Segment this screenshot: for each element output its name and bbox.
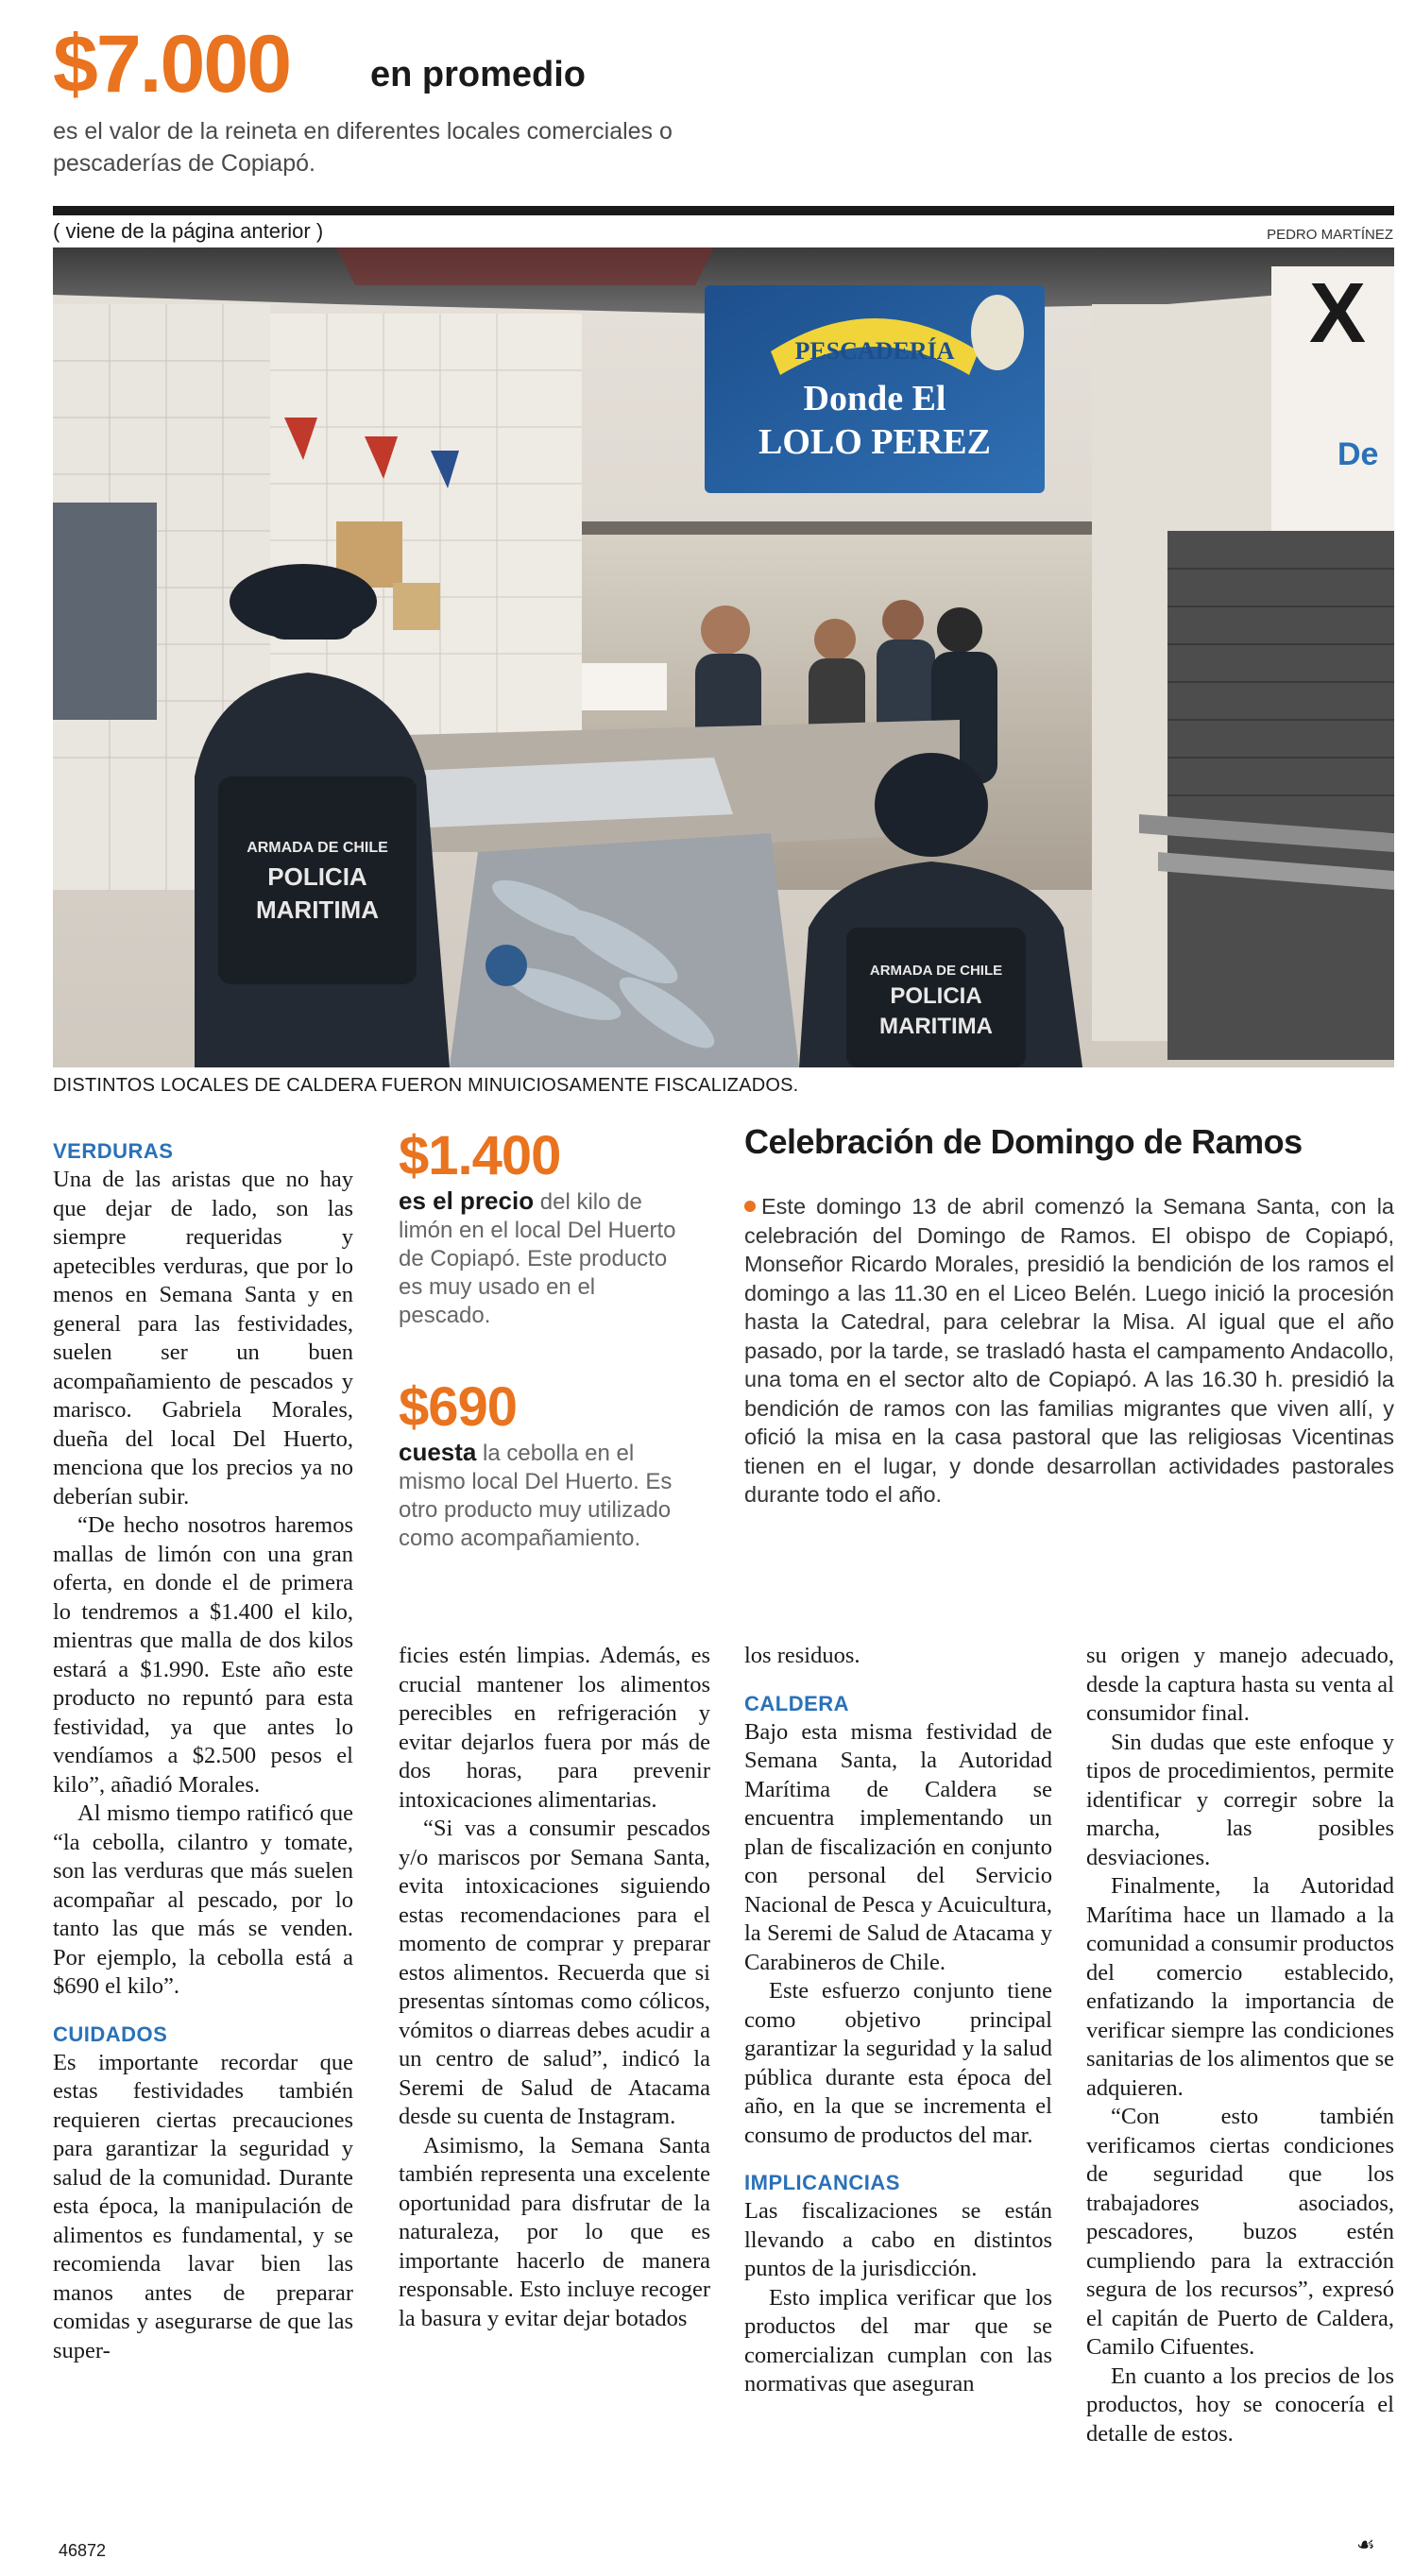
sign-line1: PESCADERÍA bbox=[794, 337, 955, 365]
sign-line2: Donde El bbox=[803, 379, 946, 418]
paragraph: Las fiscalizaciones se están llevando a cabo en distintos puntos de la jurisdicción. bbox=[744, 2198, 1052, 2281]
paragraph: Bajo esta misma festividad de Semana Santa, la Autoridad Marítima de Caldera se encuentra implementando un plan de fiscalización en conjunto con personal del Servicio Nacional de Pesca y Acuicultura, la Seremi de Salud de Atacama y Carabineros de Chile. bbox=[744, 1718, 1052, 1975]
paragraph: Al mismo tiempo ratificó que “la cebolla, cilantro y tomate, son las verduras que más suelen acompañar al pescado, por lo tanto las que más se venden. Por ejemplo, la cebolla está a $690 el kilo”. bbox=[53, 1800, 353, 1999]
news-photo bbox=[53, 247, 1394, 1067]
price-lead: cuesta bbox=[399, 1438, 477, 1466]
paragraph: Asimismo, la Semana Santa también representa una excelente oportunidad para disfrutar de la naturaleza, por lo que es importante hacerlo de manera responsable. Esto incluye recoger la basura y evitar dejar botados bbox=[399, 2132, 710, 2331]
section-cuidados: CUIDADOS bbox=[53, 2022, 168, 2046]
paragraph: Finalmente, la Autoridad Marítima hace un llamado a la comunidad a consumir productos del comercio establecido, enfatizando la importancia de verificar siempre las condiciones sanitarias de los alimentos que se adquieren. bbox=[1086, 1873, 1394, 2101]
wall-sign: De bbox=[1337, 436, 1379, 472]
column-4 bbox=[1086, 1642, 1394, 2448]
sidebar-title: Celebración de Domingo de Ramos bbox=[744, 1122, 1303, 1161]
price-desc: la cebolla en el mismo local Del Huerto. Es otro producto muy utilizado como acompañamiento. bbox=[399, 1441, 673, 1551]
column-1 bbox=[53, 1134, 353, 2365]
paragraph: “De hecho nosotros haremos mallas de limón con una gran oferta, en donde el de primera lo tendremos a $1.400 el kilo, mientras que malla de dos kilos estará a $1.990. Este año este producto no repuntó para esta festividad, ya que antes lo vendíamos a $2.500 pesos el kilo”, añadió Morales. bbox=[53, 1512, 353, 1798]
section-caldera: CALDERA bbox=[744, 1691, 850, 1715]
paragraph: “Con esto también verificamos ciertas condiciones de seguridad que los trabajadores asociados, pescadores, buzos estén cumpliendo para la extracción segura de los recursos”, expresó el capitán de Puerto de Caldera, Camilo Cifuentes. bbox=[1086, 2104, 1394, 2360]
vest-left-line2: POLICIA bbox=[267, 862, 367, 891]
vest-left-line1: ARMADA DE CHILE bbox=[247, 840, 388, 856]
sign-line3: LOLO PEREZ bbox=[758, 422, 991, 462]
page-code: 46872 bbox=[59, 2541, 107, 2560]
price-amount: $1.400 bbox=[399, 1125, 561, 1186]
column-3 bbox=[744, 1642, 1052, 2399]
price-box-limon bbox=[399, 1126, 682, 1330]
price-amount: $690 bbox=[399, 1376, 518, 1438]
headline-description: es el valor de la reineta en diferentes locales comerciales o pescaderías de Copiapó. bbox=[53, 118, 673, 177]
vest-right-line1: ARMADA DE CHILE bbox=[869, 963, 1003, 979]
section-verduras: VERDURAS bbox=[53, 1139, 174, 1163]
column-2 bbox=[399, 1642, 710, 2333]
paragraph: Sin dudas que este enfoque y tipos de procedimientos, permite identificar y corregir sobre la marcha, las posibles desviaciones. bbox=[1086, 1729, 1394, 1870]
paragraph: su origen y manejo adecuado, desde la captura hasta su venta al consumidor final. bbox=[1086, 1643, 1394, 1726]
sidebar-body bbox=[744, 1192, 1394, 1510]
paragraph: Una de las aristas que no hay que dejar de lado, son las siempre requeridas y apetecibles verduras, que por lo menos en Semana Santa y en general para las festividades, suelen ser un buen acompañamiento de pescados y marisco. Gabriela Morales, dueña del local Del Huerto, menciona que los precios ya no deberían subir. bbox=[53, 1167, 353, 1510]
paragraph: Este esfuerzo conjunto tiene como objetivo principal garantizar la seguridad y la salud pública durante esta época del año, en la que se incrementa el consumo de productos del mar. bbox=[744, 1978, 1052, 2148]
paragraph: “Si vas a consumir pescados y/o mariscos por Semana Santa, evita intoxicaciones siguiendo estas recomendaciones para el momento de comprar y preparar estos alimentos. Recuerda que si presentas síntomas como cólicos, vómitos o diarreas debes acudir a un centro de salud”, indicó la Seremi de Salud de Atacama desde su cuenta de Instagram. bbox=[399, 1816, 710, 2129]
vest-left-line3: MARITIMA bbox=[256, 896, 379, 924]
paragraph: Esto implica verificar que los productos del mar que se comercializan cumplan con las normativas que aseguran bbox=[744, 2284, 1052, 2397]
photo-caption: DISTINTOS LOCALES DE CALDERA FUERON MINUICIOSAMENTE FISCALIZADOS. bbox=[53, 1075, 799, 1096]
bullet-dot bbox=[744, 1201, 756, 1212]
paragraph: Es importante recordar que estas festividades también requieren ciertas precauciones para garantizar la seguridad y salud de la comunidad. Durante esta época, la manipulación de alimentos es fundamental, y se recomienda lavar bien las manos antes de preparar comidas y asegurarse de que las super- bbox=[53, 2049, 353, 2363]
top-rule bbox=[53, 206, 1394, 215]
headline-amount: $7.000 bbox=[53, 19, 291, 110]
end-mark-icon: ☙ bbox=[1356, 2533, 1375, 2556]
headline-subtitle: en promedio bbox=[370, 55, 587, 94]
price-desc: del kilo de limón en el local Del Huerto de Copiapó. Este producto es muy usado en el pescado. bbox=[399, 1189, 676, 1328]
price-lead: es el precio bbox=[399, 1186, 535, 1215]
photo-credit: PEDRO MARTÍNEZ bbox=[1267, 227, 1393, 243]
vest-right-line3: MARITIMA bbox=[879, 1014, 993, 1039]
price-box-cebolla bbox=[399, 1377, 682, 1553]
vest-right-line2: POLICIA bbox=[890, 983, 982, 1009]
headline-block bbox=[53, 17, 997, 177]
svg-text:X: X bbox=[1309, 266, 1367, 361]
paragraph: ficies estén limpias. Además, es crucial mantener los alimentos perecibles en refrigeración y evitar dejarlos fuera por más de dos horas, para prevenir intoxicaciones alimentarias. bbox=[399, 1643, 710, 1813]
section-implicancias: IMPLICANCIAS bbox=[744, 2171, 900, 2194]
paragraph: En cuanto a los precios de los productos, hoy se conocería el detalle de estos. bbox=[1086, 2363, 1394, 2447]
sidebar-text: Este domingo 13 de abril comenzó la Semana Santa, con la celebración del Domingo de Ramos. El obispo de Copiapó, Monseñor Ricardo Morales, presidió la bendición de los ramos el domingo a las 11.30 en el Liceo Belén. Luego inició la procesión hasta la Catedral, para celebrar la Misa. Al igual que el año pasado, por la tarde, se trasladó hasta el campamento Andacollo, una toma en el sector alto de Copiapó. A las 16.30 h. presidió la bendición de ramos con las familias migrantes que viven allí, y ofició la misa en la casa pastoral que las religiosas Vicentinas tienen en el lugar, y donde desarrollan actividades pastorales durante todo el año. bbox=[744, 1194, 1394, 1507]
paragraph: los residuos. bbox=[744, 1643, 860, 1668]
continued-note: ( viene de la página anterior ) bbox=[53, 219, 324, 243]
price-text bbox=[399, 1186, 682, 1330]
price-text bbox=[399, 1438, 682, 1553]
